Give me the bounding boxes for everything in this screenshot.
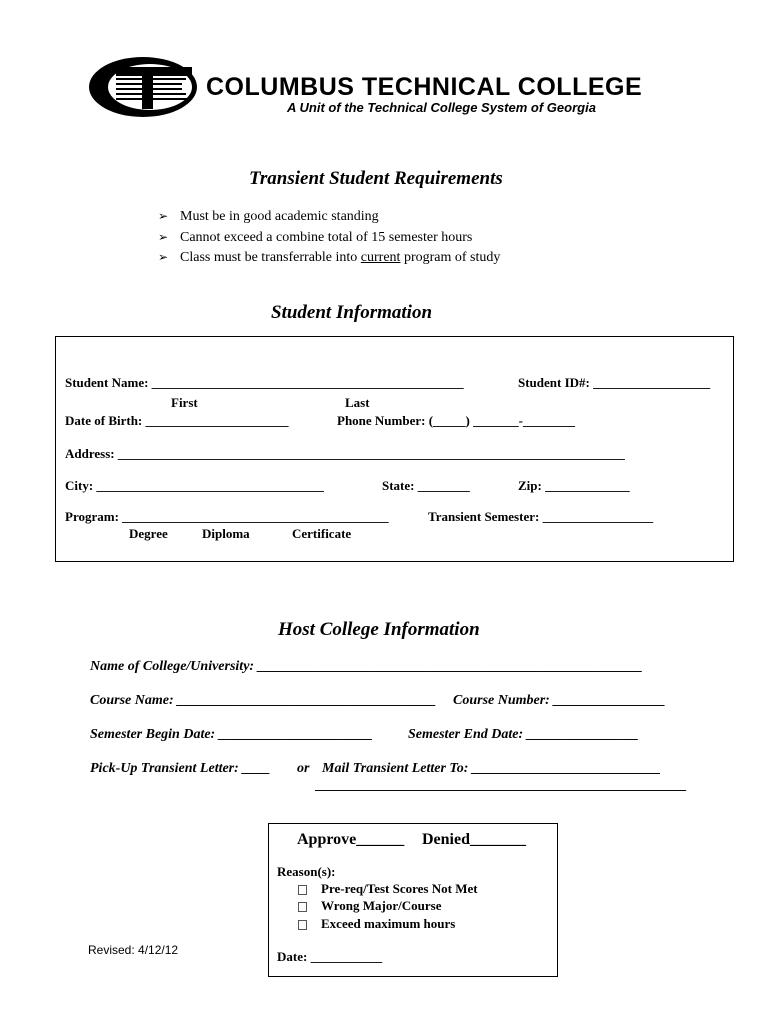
mail-address-line[interactable]: _____________________________________________________ xyxy=(316,778,687,793)
reason-prereq: Pre-req/Test Scores Not Met xyxy=(321,881,478,896)
approve-field[interactable]: Approve______ xyxy=(297,831,405,848)
approval-date-field[interactable]: Date: ___________ xyxy=(277,949,383,964)
student-name-field[interactable]: Student Name: ________________________________________________ xyxy=(65,375,464,390)
reasons-label: Reason(s): xyxy=(277,864,336,879)
degree-option: Degree xyxy=(129,526,168,541)
arrow-bullet-icon: ➢ xyxy=(158,229,169,244)
requirements-title: Transient Student Requirements xyxy=(249,168,503,189)
mail-letter-field[interactable]: Mail Transient Letter To: ___________________________ xyxy=(322,761,661,776)
approval-box xyxy=(268,823,558,977)
college-subtitle: A Unit of the Technical College System of Georgia xyxy=(287,100,596,115)
phone-number-field[interactable]: Phone Number: (_____) _______-________ xyxy=(337,413,575,428)
reason-exceed-hours: Exceed maximum hours xyxy=(321,916,456,931)
semester-end-date-field[interactable]: Semester End Date: ________________ xyxy=(408,727,639,742)
checkbox-icon[interactable] xyxy=(298,920,307,930)
semester-begin-date-field[interactable]: Semester Begin Date: ______________________ xyxy=(90,727,373,742)
or-label: or xyxy=(297,761,310,776)
zip-field[interactable]: Zip: _____________ xyxy=(518,478,630,493)
diploma-option: Diploma xyxy=(202,526,250,541)
last-name-label: Last xyxy=(345,395,370,410)
date-of-birth-field[interactable]: Date of Birth: ______________________ xyxy=(65,413,289,428)
requirement-item: ➢ Cannot exceed a combine total of 15 semester hours xyxy=(158,227,500,248)
pickup-letter-field[interactable]: Pick-Up Transient Letter: ____ xyxy=(90,761,271,776)
student-info-title: Student Information xyxy=(271,302,433,323)
arrow-bullet-icon: ➢ xyxy=(158,250,169,264)
college-university-field[interactable]: Name of College/University: _______________________________________________________ xyxy=(90,659,643,674)
host-college-title: Host College Information xyxy=(278,619,480,640)
checkbox-icon[interactable] xyxy=(298,885,307,895)
first-name-label: First xyxy=(171,395,198,410)
transient-semester-field[interactable]: Transient Semester: _________________ xyxy=(428,509,654,524)
course-name-field[interactable]: Course Name: _____________________________________ xyxy=(90,693,437,708)
requirement-item: ➢ Class must be transferrable into current program of study xyxy=(158,247,500,268)
reason-wrong-major: Wrong Major/Course xyxy=(321,898,442,913)
student-info-box xyxy=(55,336,734,562)
requirements-list xyxy=(158,206,500,268)
city-field[interactable]: City: ___________________________________ xyxy=(65,478,324,493)
checkbox-icon[interactable] xyxy=(298,902,307,912)
requirement-item: ➢ Must be in good academic standing xyxy=(158,206,500,227)
student-id-field[interactable]: Student ID#: __________________ xyxy=(518,375,711,390)
college-name: COLUMBUS TECHNICAL COLLEGE xyxy=(206,73,643,101)
ctc-logo-icon xyxy=(88,56,198,118)
revised-date: Revised: 4/12/12 xyxy=(88,943,179,957)
denied-field[interactable]: Denied_______ xyxy=(422,831,526,848)
program-field[interactable]: Program: _________________________________________ xyxy=(65,509,389,524)
address-field[interactable]: Address: ______________________________________________________________________________ xyxy=(65,446,625,461)
certificate-option: Certificate xyxy=(292,526,352,541)
arrow-bullet-icon: ➢ xyxy=(158,209,169,223)
state-field[interactable]: State: ________ xyxy=(382,478,470,493)
course-number-field[interactable]: Course Number: ________________ xyxy=(453,693,666,708)
